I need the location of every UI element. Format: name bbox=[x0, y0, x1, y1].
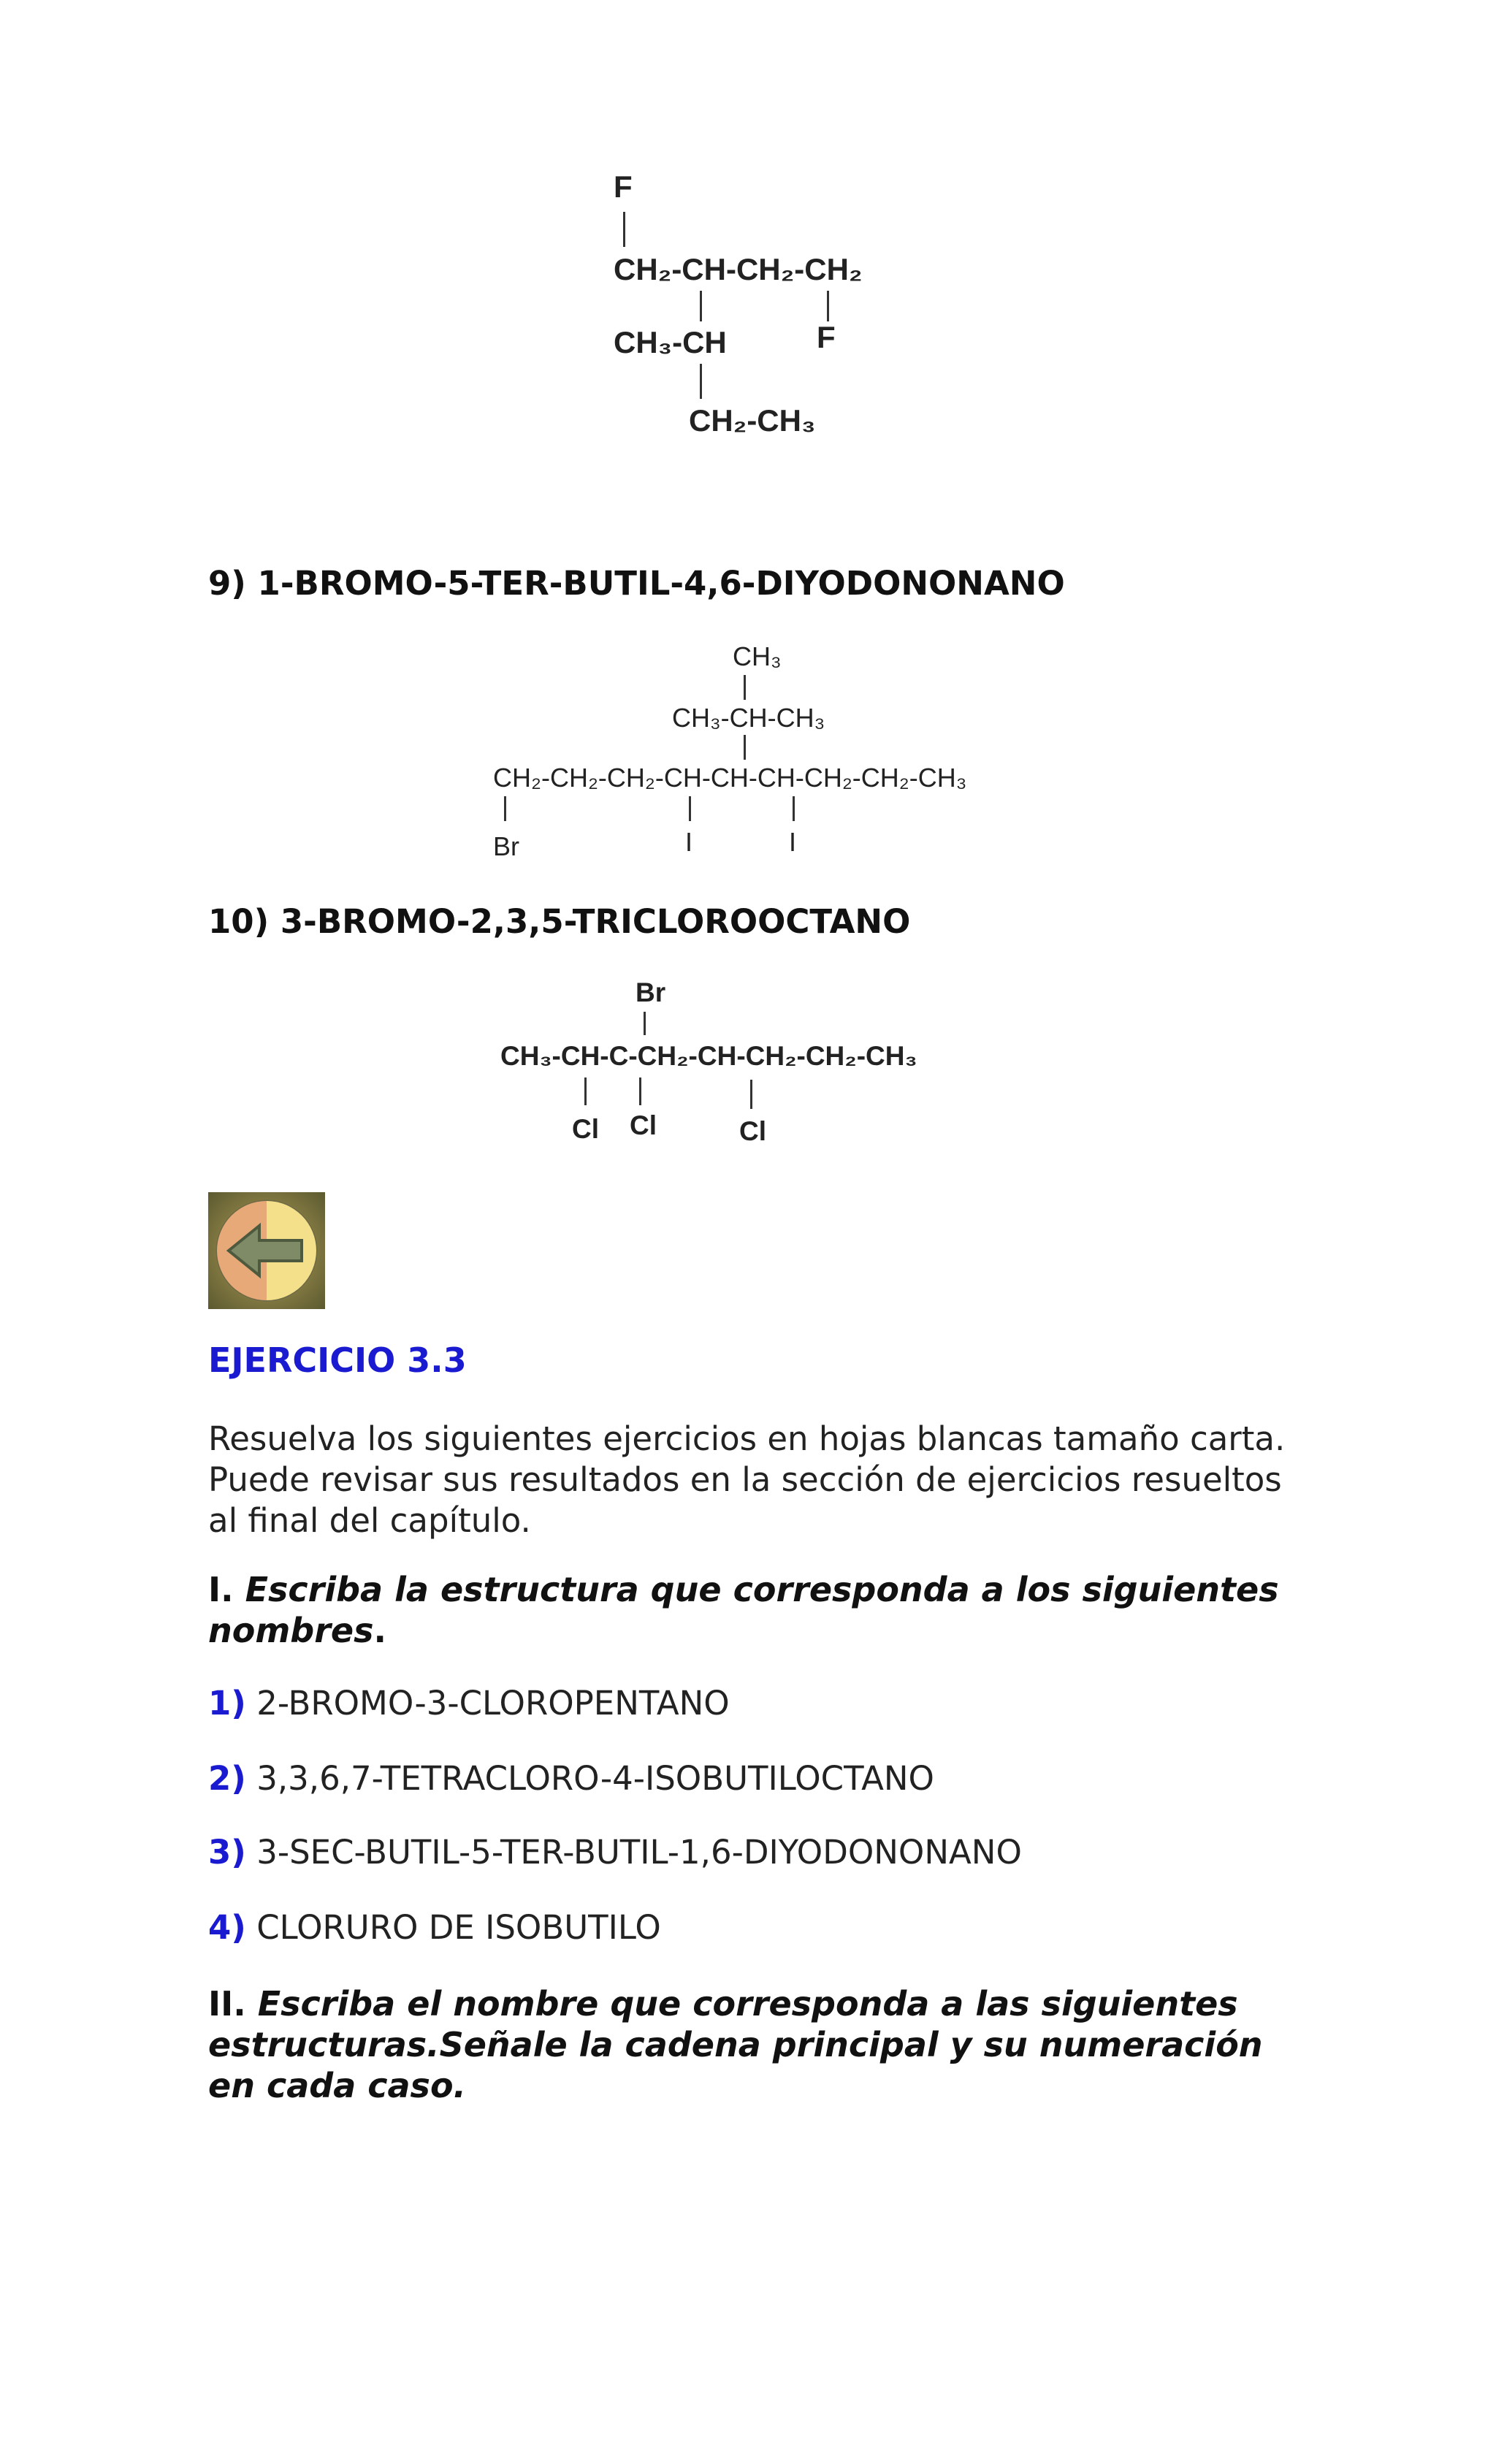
main-chain-label: CH₃-CH-C-CH₂-CH-CH₂-CH₂-CH₃ bbox=[500, 1041, 917, 1071]
list-item bbox=[208, 1908, 661, 1947]
main-chain-label: CH₂-CH₂-CH₂-CH-CH-CH-CH₂-CH₂-CH₃ bbox=[493, 763, 967, 793]
bond-line bbox=[700, 364, 702, 399]
item-9-title: 9) 1-BROMO-5-TER-BUTIL-4,6-DIYODONONANO bbox=[208, 564, 1065, 603]
part-2-text: Escriba el nombre que corresponda a las siguientes estructuras.Señale la cadena principal y su numeración en cada caso. bbox=[208, 1984, 1263, 2105]
tert-butyl-branch-label: CH₃-CH-CH₃ bbox=[672, 703, 825, 733]
ethyl-label: CH₂-CH₃ bbox=[689, 403, 816, 438]
bond-line bbox=[744, 735, 746, 760]
main-chain-label: CH₂-CH-CH₂-CH₂ bbox=[614, 252, 863, 286]
part-1-prefix: I. bbox=[208, 1570, 245, 1609]
bond-line bbox=[827, 291, 829, 321]
item-10-title: 10) 3-BROMO-2,3,5-TRICLOROOCTANO bbox=[208, 902, 911, 941]
list-item-number: 4) bbox=[208, 1908, 246, 1947]
bond-line bbox=[744, 675, 746, 700]
bromine-label: Br bbox=[493, 831, 519, 861]
fluorine-right-label: F bbox=[817, 320, 836, 354]
list-item-number: 2) bbox=[208, 1759, 246, 1798]
list-item bbox=[208, 1759, 934, 1798]
iodine-label: I bbox=[685, 827, 693, 857]
part-1-text: Escriba la estructura que corresponda a los siguientes nombres bbox=[208, 1570, 1279, 1650]
chlorine-label: Cl bbox=[630, 1110, 657, 1140]
list-item-text: 2-BROMO-3-CLOROPENTANO bbox=[256, 1684, 730, 1723]
exercise-title: EJERCICIO 3.3 bbox=[208, 1340, 467, 1380]
list-item-text: 3,3,6,7-TETRACLORO-4-ISOBUTILOCTANO bbox=[256, 1759, 934, 1798]
bond-line bbox=[504, 796, 506, 821]
bromine-label: Br bbox=[636, 977, 666, 1007]
left-arrow-icon bbox=[208, 1192, 325, 1309]
bond-line bbox=[623, 212, 625, 247]
bond-line bbox=[639, 1077, 641, 1105]
branch-label: CH₃-CH bbox=[614, 325, 727, 359]
bond-line bbox=[689, 796, 691, 821]
fluorine-top-label: F bbox=[614, 169, 633, 204]
ch3-top-label: CH₃ bbox=[733, 641, 782, 671]
bond-line bbox=[700, 291, 702, 321]
list-item bbox=[208, 1833, 1022, 1872]
bond-line bbox=[793, 796, 795, 821]
list-item-number: 3) bbox=[208, 1833, 246, 1872]
bond-line bbox=[644, 1012, 646, 1035]
iodine-label: I bbox=[789, 827, 797, 857]
chlorine-label: Cl bbox=[572, 1114, 599, 1144]
list-item-text: CLORURO DE ISOBUTILO bbox=[256, 1908, 661, 1947]
bond-line bbox=[584, 1077, 587, 1105]
chlorine-label: Cl bbox=[739, 1116, 766, 1146]
exercise-intro: Resuelva los siguientes ejercicios en hojas blancas tamaño carta. Puede revisar sus resultados en la sección de ejercicios resueltos al final del capítulo. bbox=[208, 1419, 1286, 1540]
part-2-prefix: II. bbox=[208, 1984, 258, 2024]
list-item bbox=[208, 1684, 730, 1723]
part-2-instruction bbox=[208, 1983, 1304, 2106]
back-button[interactable] bbox=[208, 1192, 325, 1309]
part-1-suffix: . bbox=[373, 1611, 386, 1650]
bond-line bbox=[750, 1080, 752, 1109]
list-item-number: 1) bbox=[208, 1684, 246, 1723]
part-1-instruction bbox=[208, 1569, 1304, 1651]
list-item-text: 3-SEC-BUTIL-5-TER-BUTIL-1,6-DIYODONONANO bbox=[256, 1833, 1022, 1872]
